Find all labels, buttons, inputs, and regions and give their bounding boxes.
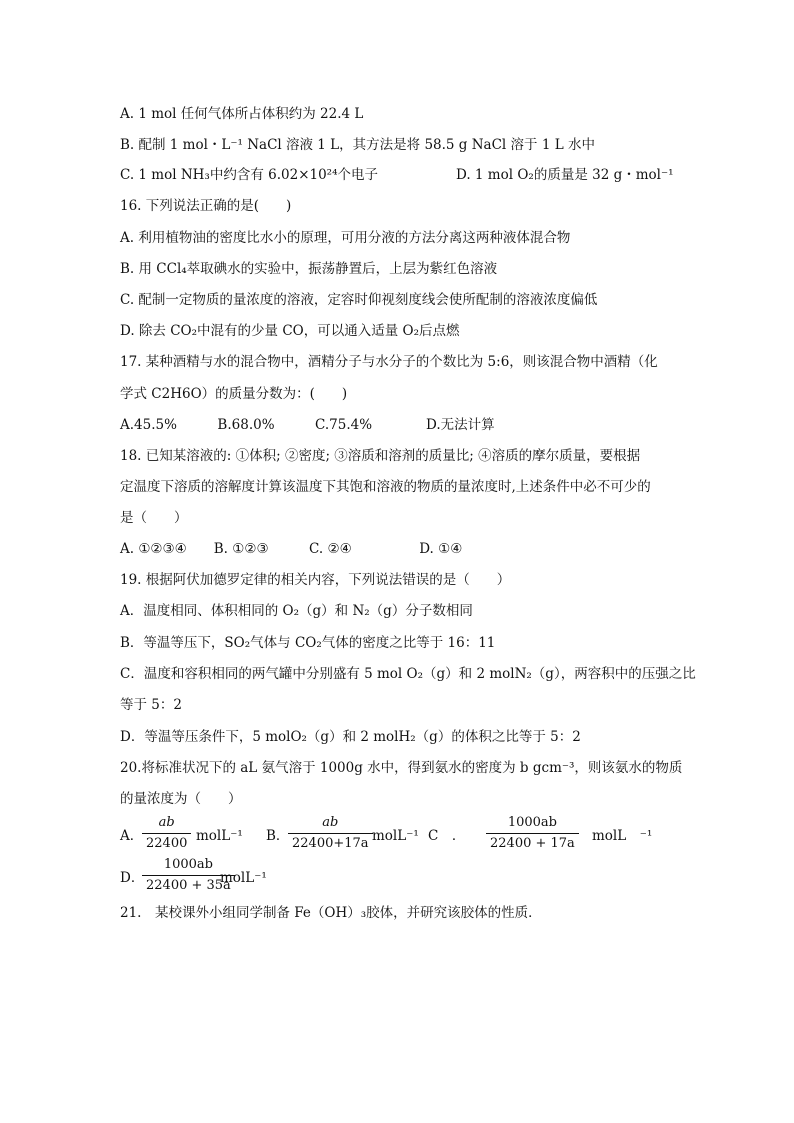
q20-option-b-numerator: ab [322,815,339,830]
question-19-option-c-line-1: C．温度和容积相同的两气罐中分别盛有 5 mol O₂（g）和 2 molN₂（g），两容积中的压强之比 [120,666,696,682]
question-19-option-a: A．温度相同、体积相同的 O₂（g）和 N₂（g）分子数相同 [120,603,473,619]
q20-option-a-fraction [142,815,191,852]
q20-option-d-label: D． [120,870,145,886]
q20-option-a-label: A． [120,828,144,844]
q20-option-c-label: C ． [428,828,466,844]
option-a-line: A. 1 mol 任何气体所占体积约为 22.4 L [120,106,364,122]
question-20-line-1: 20.将标准状况下的 aL 氨气溶于 1000g 水中，得到氨水的密度为 b gcm⁻³，则该氨水的物质 [120,760,683,776]
question-17-line-2: 学式 C2H6O）的质量分数为：( ) [120,386,348,402]
q20-option-a-unit: molL⁻¹ [196,828,243,844]
question-18-line-1: 18. 已知某溶液的: ①体积; ②密度; ③溶质和溶剂的质量比; ④溶质的摩尔质量，要根据 [120,448,641,464]
question-16: 16. 下列说法正确的是( ) [120,198,292,214]
question-18-line-3: 是（ ） [120,510,188,526]
question-19: 19. 根据阿伏加德罗定律的相关内容，下列说法错误的是（ ） [120,572,511,588]
question-16-option-a: A. 利用植物油的密度比水小的原理，可用分液的方法分离这两种液体混合物 [120,230,571,246]
q20-option-a-denominator: 22400 [142,833,191,852]
question-16-option-c: C. 配制一定物质的量浓度的溶液，定容时仰视刻度线会使所配制的溶液浓度偏低 [120,292,598,308]
question-19-option-b: B．等温等压下，SO₂气体与 CO₂气体的密度之比等于 16：11 [120,635,496,651]
question-17-options: A.45.5% B.68.0% C.75.4% D.无法计算 [120,417,495,433]
q20-option-d-unit: molL⁻¹ [220,870,267,886]
q20-option-d-numerator: 1000ab [163,857,213,872]
q20-option-c-unit: molL ⁻¹ [592,828,653,844]
question-18-options: A. ①②③④ B. ①②③ C. ②④ D. ①④ [120,541,463,557]
q20-option-d-denominator: 22400 + 35a [142,875,235,894]
q20-option-c-numerator: 1000ab [507,815,557,830]
question-16-option-b: B. 用 CCl₄萃取碘水的实验中，振荡静置后，上层为紫红色溶液 [120,261,498,277]
question-17-line-1: 17. 某种酒精与水的混合物中，酒精分子与水分子的个数比为 5:6，则该混合物中酒精（化 [120,354,658,370]
option-c-line: C. 1 mol NH₃中约含有 6.02×10²⁴个电子 [120,167,379,183]
question-16-option-d: D. 除去 CO₂中混有的少量 CO，可以通入适量 O₂后点燃 [120,323,460,339]
q20-option-b-label: B． [266,828,290,844]
question-19-option-d: D．等温等压条件下，5 molO₂（g）和 2 molH₂（g）的体积之比等于 5：2 [120,729,581,745]
q20-option-c-denominator: 22400 + 17a [486,833,579,852]
question-20-line-2: 的量浓度为（ ） [120,791,242,807]
q20-option-a-numerator: ab [158,815,175,830]
question-18-line-2: 定温度下溶质的溶解度计算该温度下其饱和溶液的物质的量浓度时,上述条件中必不可少的 [120,479,651,495]
question-19-option-c-line-2: 等于 5：2 [120,697,182,713]
q20-option-b-fraction [288,815,373,852]
q20-option-b-unit: molL⁻¹ [372,828,419,844]
option-d-line: D. 1 mol O₂的质量是 32 g・mol⁻¹ [456,167,674,183]
question-21: 21. 某校课外小组同学制备 Fe（OH）₃胶体，并研究该胶体的性质． [120,905,542,921]
q20-option-b-denominator: 22400+17a [288,833,373,852]
option-b-line: B. 配制 1 mol・L⁻¹ NaCl 溶液 1 L，其方法是将 58.5 g NaCl 溶于 1 L 水中 [120,137,595,153]
q20-option-c-fraction [486,815,579,852]
